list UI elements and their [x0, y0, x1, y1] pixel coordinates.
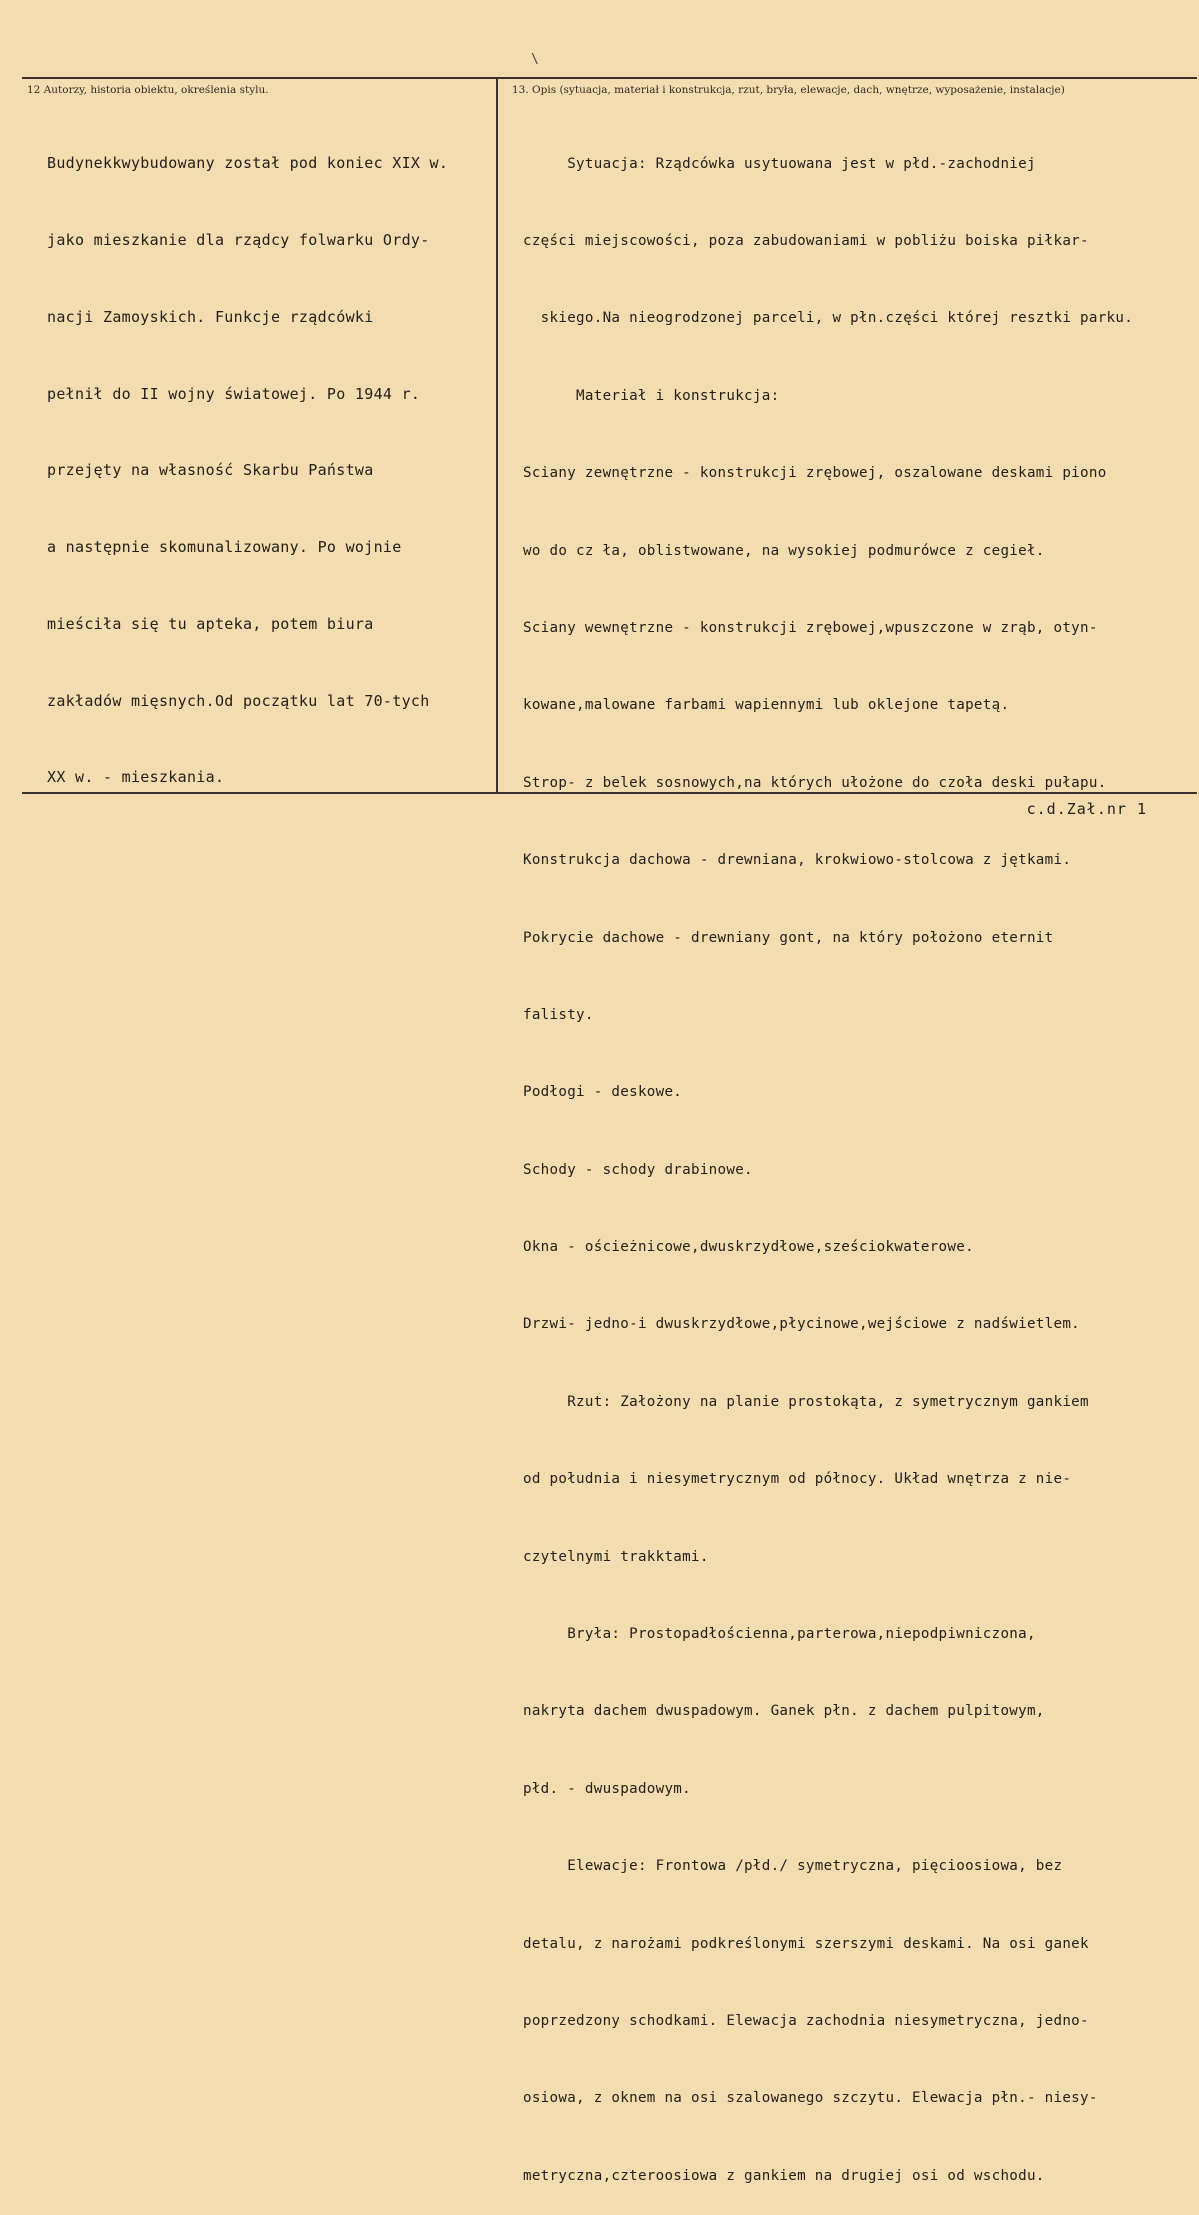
description-line-situation: Sytuacja: Rządcówka usytuowana jest w płd.-zachodniej — [523, 155, 1036, 172]
description-line: Drzwi- jedno-i dwuskrzydłowe,płycinowe,wejściowe z nadświetlem. — [523, 1316, 1081, 1333]
history-line: nacji Zamoyskich. Funkcje rządcówki — [47, 307, 374, 326]
history-text — [47, 100, 448, 817]
history-line: przejęty na własność Skarbu Państwa — [47, 461, 374, 480]
description-line: Strop- z belek sosnowych,na których ułożone do czoła deski pułapu. — [523, 774, 1107, 791]
description-line-massing: Bryła: Prostopadłościenna,parterowa,niepodpiwniczona, — [523, 1626, 1036, 1643]
description-line: metryczna,czteroosiowa z gankiem na drugiej osi od wschodu. — [523, 2167, 1045, 2184]
description-line: części miejscowości, poza zabudowaniami w pobliżu boiska piłkar- — [523, 232, 1089, 249]
description-line: wo do cz ła, oblistwowane, na wysokiej podmurówce z cegieł. — [523, 542, 1045, 559]
attachment-reference: c.d.Zał.nr 1 — [1026, 800, 1147, 818]
description-line: detalu, z narożami podkreślonymi szerszymi deskami. Na osi ganek — [523, 1935, 1089, 1952]
history-line: mieściła się tu apteka, potem biura — [47, 614, 374, 633]
description-line: Sciany zewnętrzne - konstrukcji zrębowej, oszalowane deskami piono — [523, 465, 1107, 482]
section-13-header: 13. Opis (sytuacja, materiał i konstrukcja, rzut, bryła, elewacje, dach, wnętrze, wyposażenie, instalacje) — [512, 84, 1065, 96]
description-line: osiowa, z oknem na osi szalowanego szczytu. Elewacja płn.- niesy- — [523, 2090, 1098, 2107]
history-line: pełnił do II wojny światowej. Po 1944 r. — [47, 384, 421, 403]
stray-tick-mark: \ — [531, 52, 539, 67]
description-line-material-heading: Materiał i konstrukcja: — [523, 387, 780, 404]
description-line: falisty. — [523, 1006, 594, 1023]
description-line: Schody - schody drabinowe. — [523, 1161, 753, 1178]
section-12-header: 12 Autorzy, historia obiektu, określenia stylu. — [27, 84, 269, 96]
description-line: od południa i niesymetrycznym od północy. Układ wnętrza z nie- — [523, 1471, 1072, 1488]
description-line: Pokrycie dachowe - drewniany gont, na który położono eternit — [523, 929, 1054, 946]
description-text — [523, 100, 1133, 2215]
description-line: poprzedzony schodkami. Elewacja zachodnia niesymetryczna, jedno- — [523, 2012, 1089, 2029]
description-line: skiego.Na nieogrodzonej parceli, w płn.części której resztki parku. — [523, 310, 1134, 327]
description-line-plan: Rzut: Założony na planie prostokąta, z symetrycznym gankiem — [523, 1393, 1089, 1410]
description-line: Okna - ościeżnicowe,dwuskrzydłowe,sześciokwaterowe. — [523, 1239, 974, 1256]
form-top-rule — [22, 77, 1197, 79]
history-line: XX w. - mieszkania. — [47, 768, 225, 787]
description-line: kowane,malowane farbami wapiennymi lub oklejone tapetą. — [523, 697, 1010, 714]
description-line: nakryta dachem dwuspadowym. Ganek płn. z dachem pulpitowym, — [523, 1703, 1045, 1720]
description-line: płd. - dwuspadowym. — [523, 1780, 691, 1797]
history-line: Budynekkwybudowany został pod koniec XIX w. — [47, 154, 449, 173]
description-line-elevations: Elewacje: Frontowa /płd./ symetryczna, pięcioosiowa, bez — [523, 1858, 1063, 1875]
history-line: jako mieszkanie dla rządcy folwarku Ordy- — [47, 230, 430, 249]
description-line: czytelnymi trakktami. — [523, 1548, 709, 1565]
description-line: Konstrukcja dachowa - drewniana, krokwiowo-stolcowa z jętkami. — [523, 852, 1072, 869]
description-line: Podłogi - deskowe. — [523, 1084, 683, 1101]
history-line: zakładów mięsnych.Od początku lat 70-tych — [47, 691, 430, 710]
description-line: Sciany wewnętrzne - konstrukcji zrębowej,wpuszczone w zrąb, otyn- — [523, 619, 1098, 636]
history-line: a następnie skomunalizowany. Po wojnie — [47, 538, 402, 557]
column-divider — [496, 78, 498, 794]
